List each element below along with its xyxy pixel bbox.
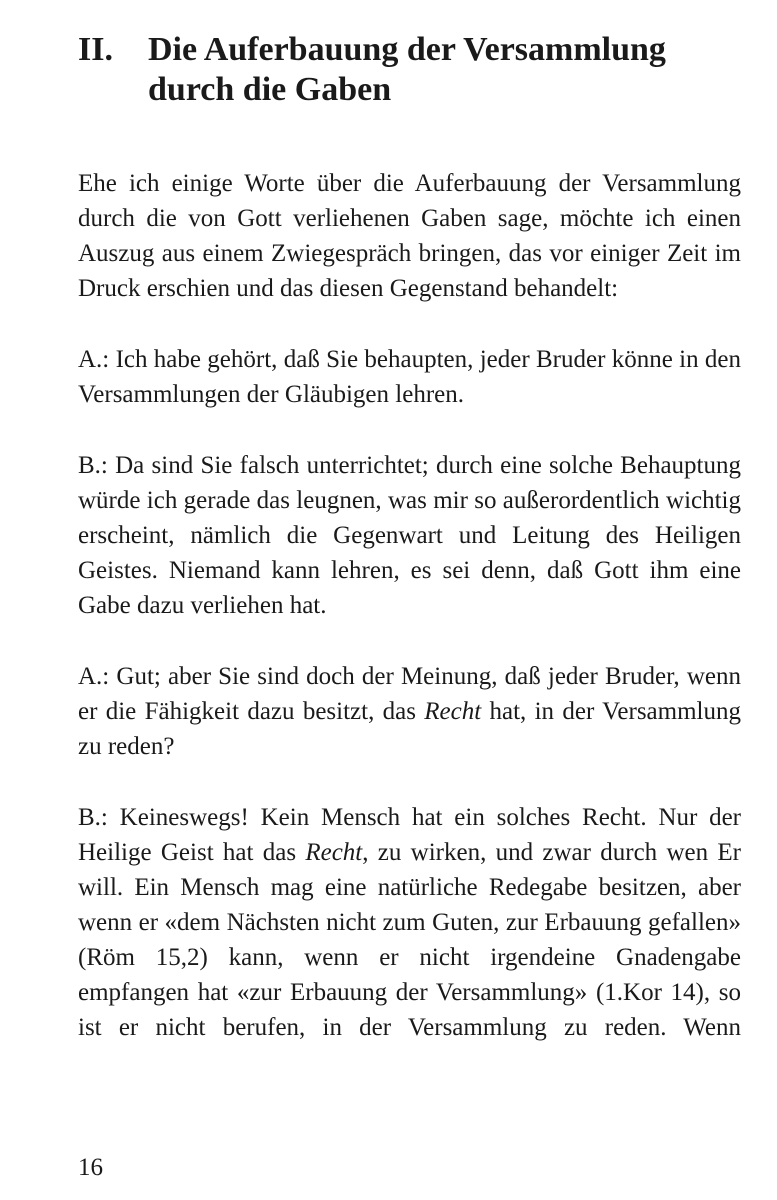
paragraph-dialogue-b1: B.: Da sind Sie falsch unterrichtet; durch eine solche Behauptung würde ich gerade das leugnen, was mir so außerordentlich wichtig erscheint, nämlich die Gegenwart und Leitung des Heiligen Geistes. Niemand kann lehren, es sei denn, daß Gott ihm eine Gabe dazu verliehen hat. [78,452,741,619]
paragraph-text: hat, in der Versammlung zu reden? [78,698,741,760]
paragraph-dialogue-a2 [78,659,741,764]
paragraph-dialogue-b2 [78,800,741,1045]
body-text [78,166,741,1081]
paragraph-text: B.: Keineswegs! Kein Mensch hat ein solches Recht. Nur der Heilige Geist hat das [78,804,741,866]
chapter-heading [78,30,748,110]
paragraph-intro: Ehe ich einige Worte über die Auferbauung der Versammlung durch die von Gott verliehenen Gaben sage, möchte ich einen Auszug aus einem Zwiegespräch bringen, das vor einiger Zeit im Druck erschien und das diesen Gegenstand behandelt: [78,170,741,302]
chapter-title: Die Auferbauung der Versammlung durch die Gaben [148,31,666,108]
page-number: 16 [78,1154,103,1181]
emphasized-word: Recht [424,698,482,725]
paragraph-dialogue-a1: A.: Ich habe gehört, daß Sie behaupten, jeder Bruder könne in den Versammlungen der Gläubigen lehren. [78,346,741,408]
chapter-number: II. [78,31,113,68]
paragraph-text: , zu wirken, und zwar durch wen Er will. Ein Mensch mag eine natürliche Redegabe besitzen, aber wenn er «dem Nächsten nicht zum Guten, zur Erbauung gefallen» (Röm 15,2) kann, wenn er nicht irgendeine Gnadengabe empfangen hat «zur Erbauung der Versammlung» (1.Kor 14), so ist er nicht berufen, in der Versammlung zu reden. Wenn [78,839,741,1041]
paragraph-text: A.: Gut; aber Sie sind doch der Meinung, daß jeder Bruder, wenn er die Fähigkeit dazu besitzt, das [78,663,741,725]
emphasized-word: Recht [305,839,363,866]
